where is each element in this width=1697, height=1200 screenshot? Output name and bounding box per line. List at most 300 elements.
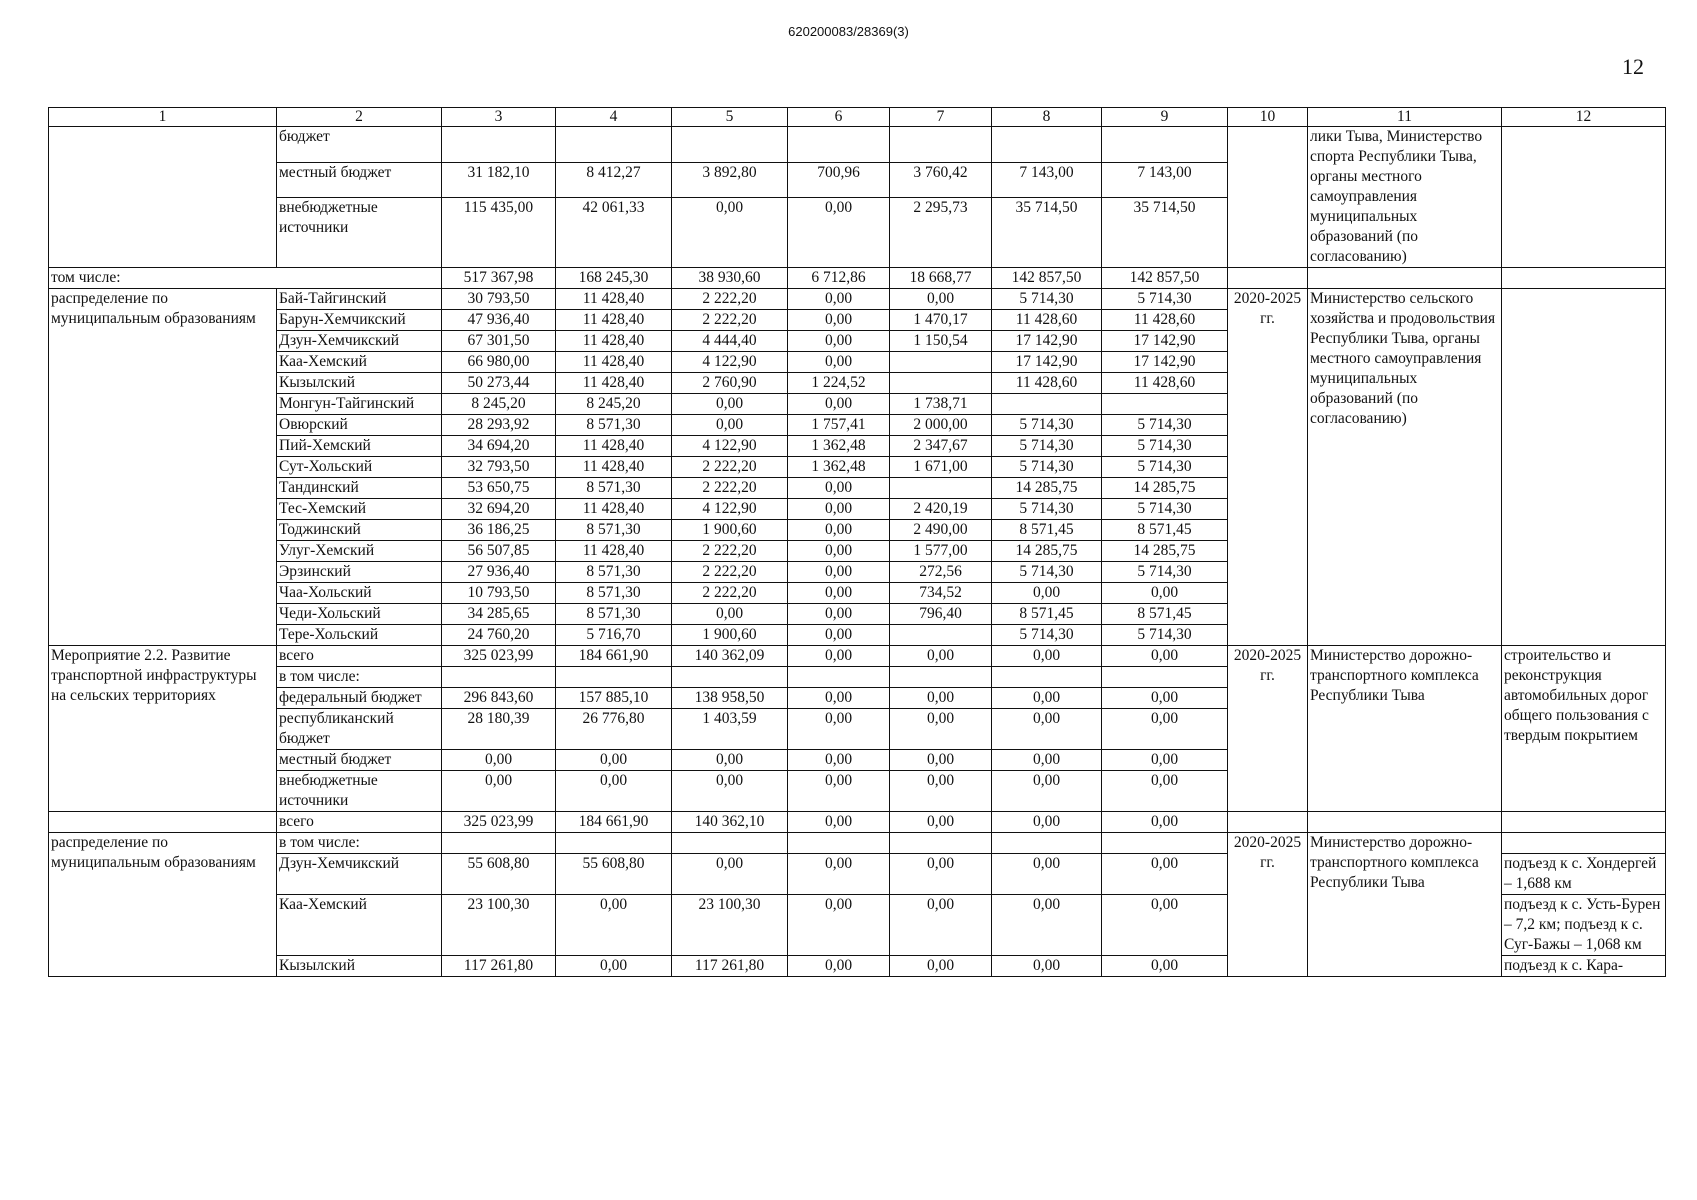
- document-code: 620200083/28369(3): [788, 24, 909, 39]
- column-number: 1: [49, 108, 277, 127]
- municipality-label: Барун-Хемчикский: [277, 310, 442, 331]
- value-cell: 4 444,40: [672, 331, 788, 352]
- value-cell: 11 428,60: [992, 373, 1102, 394]
- value-cell: 0,00: [1102, 709, 1228, 750]
- value-cell: 0,00: [992, 956, 1102, 977]
- row-label: внебюджетные источники: [277, 198, 442, 268]
- municipality-label: Тере-Хольский: [277, 625, 442, 646]
- value-cell: 2 347,67: [890, 436, 992, 457]
- column-number: 12: [1502, 108, 1666, 127]
- column-number: 7: [890, 108, 992, 127]
- value-cell: 55 608,80: [556, 854, 672, 895]
- value-cell: [890, 478, 992, 499]
- value-cell: [992, 127, 1102, 163]
- value-cell: 325 023,99: [442, 812, 556, 833]
- row-label: всего: [277, 646, 442, 667]
- value-cell: 23 100,30: [672, 895, 788, 956]
- result-cell: [1502, 833, 1666, 854]
- value-cell: 1 403,59: [672, 709, 788, 750]
- value-cell: 0,00: [788, 688, 890, 709]
- value-cell: 11 428,60: [1102, 373, 1228, 394]
- period-cell: 2020-2025 гг.: [1228, 833, 1308, 977]
- value-cell: 0,00: [890, 709, 992, 750]
- responsible-cell: Министерство дорожно-транспортного комплекса Республики Тыва: [1308, 833, 1502, 977]
- value-cell: 1 362,48: [788, 436, 890, 457]
- value-cell: 1 150,54: [890, 331, 992, 352]
- value-cell: 11 428,40: [556, 352, 672, 373]
- value-cell: 17 142,90: [992, 331, 1102, 352]
- value-cell: [992, 833, 1102, 854]
- value-cell: 5 714,30: [1102, 436, 1228, 457]
- value-cell: 28 293,92: [442, 415, 556, 436]
- value-cell: 0,00: [788, 709, 890, 750]
- value-cell: [890, 127, 992, 163]
- municipality-label: Пий-Хемский: [277, 436, 442, 457]
- municipality-label: Тоджинский: [277, 520, 442, 541]
- column-number: 8: [992, 108, 1102, 127]
- value-cell: 0,00: [890, 646, 992, 667]
- value-cell: 5 714,30: [992, 562, 1102, 583]
- value-cell: [442, 667, 556, 688]
- value-cell: 14 285,75: [1102, 541, 1228, 562]
- value-cell: 5 714,30: [1102, 625, 1228, 646]
- value-cell: 11 428,40: [556, 457, 672, 478]
- value-cell: 0,00: [1102, 583, 1228, 604]
- result-cell: [1502, 268, 1666, 289]
- value-cell: [788, 127, 890, 163]
- value-cell: 0,00: [672, 198, 788, 268]
- road-note: подъезд к с. Усть-Бурен – 7,2 км; подъезд к с. Суг-Бажы – 1,068 км: [1502, 895, 1666, 956]
- value-cell: 272,56: [890, 562, 992, 583]
- value-cell: 11 428,40: [556, 499, 672, 520]
- row-label: федеральный бюджет: [277, 688, 442, 709]
- value-cell: 0,00: [788, 956, 890, 977]
- period-cell: [1228, 127, 1308, 268]
- value-cell: 0,00: [992, 688, 1102, 709]
- table-row: [49, 833, 1666, 854]
- value-cell: 0,00: [788, 750, 890, 771]
- program-cell: [49, 812, 277, 833]
- value-cell: 8 245,20: [442, 394, 556, 415]
- value-cell: 3 760,42: [890, 162, 992, 198]
- value-cell: [890, 833, 992, 854]
- value-cell: 11 428,40: [556, 331, 672, 352]
- result-cell: [1502, 289, 1666, 646]
- value-cell: 27 936,40: [442, 562, 556, 583]
- period-cell: 2020-2025 гг.: [1228, 646, 1308, 812]
- municipality-label: Каа-Хемский: [277, 895, 442, 956]
- value-cell: 5 714,30: [1102, 562, 1228, 583]
- distribution-label: распределение по муниципальным образованиям: [49, 833, 277, 977]
- value-cell: 31 182,10: [442, 162, 556, 198]
- value-cell: 14 285,75: [992, 541, 1102, 562]
- value-cell: 5 714,30: [992, 415, 1102, 436]
- value-cell: 8 571,45: [992, 520, 1102, 541]
- table-row: [49, 108, 1666, 127]
- value-cell: 0,00: [556, 956, 672, 977]
- value-cell: 6 712,86: [788, 268, 890, 289]
- value-cell: 2 222,20: [672, 541, 788, 562]
- municipality-label: Тандинский: [277, 478, 442, 499]
- value-cell: 0,00: [992, 854, 1102, 895]
- value-cell: 0,00: [890, 771, 992, 812]
- value-cell: 0,00: [788, 310, 890, 331]
- value-cell: [442, 127, 556, 163]
- value-cell: 32 694,20: [442, 499, 556, 520]
- value-cell: 0,00: [788, 478, 890, 499]
- result-cell: строительство и реконструкция автомобильных дорог общего пользования с твердым покрытием: [1502, 646, 1666, 812]
- value-cell: 0,00: [672, 604, 788, 625]
- municipality-label: Дзун-Хемчикский: [277, 331, 442, 352]
- value-cell: [992, 667, 1102, 688]
- value-cell: 0,00: [788, 625, 890, 646]
- value-cell: 11 428,40: [556, 373, 672, 394]
- value-cell: 0,00: [788, 771, 890, 812]
- municipality-label: Бай-Тайгинский: [277, 289, 442, 310]
- value-cell: 0,00: [788, 604, 890, 625]
- table-row: [49, 646, 1666, 667]
- value-cell: 734,52: [890, 583, 992, 604]
- row-label: местный бюджет: [277, 162, 442, 198]
- responsible-cell: лики Тыва, Министерство спорта Республики Тыва, органы местного самоуправления муниципальных образований (по согласованию): [1308, 127, 1502, 268]
- value-cell: 0,00: [1102, 688, 1228, 709]
- value-cell: [442, 833, 556, 854]
- value-cell: [890, 373, 992, 394]
- row-label: всего: [277, 812, 442, 833]
- value-cell: 2 000,00: [890, 415, 992, 436]
- period-cell: [1228, 812, 1308, 833]
- value-cell: 11 428,40: [556, 541, 672, 562]
- value-cell: 168 245,30: [556, 268, 672, 289]
- value-cell: 5 714,30: [1102, 457, 1228, 478]
- municipality-label: Чаа-Хольский: [277, 583, 442, 604]
- column-number: 2: [277, 108, 442, 127]
- value-cell: 5 714,30: [992, 457, 1102, 478]
- value-cell: 0,00: [556, 771, 672, 812]
- value-cell: 8 571,30: [556, 520, 672, 541]
- value-cell: 0,00: [1102, 895, 1228, 956]
- value-cell: 1 900,60: [672, 520, 788, 541]
- value-cell: 17 142,90: [1102, 352, 1228, 373]
- row-label: местный бюджет: [277, 750, 442, 771]
- value-cell: 30 793,50: [442, 289, 556, 310]
- value-cell: 0,00: [788, 583, 890, 604]
- value-cell: [788, 667, 890, 688]
- municipality-label: Улуг-Хемский: [277, 541, 442, 562]
- value-cell: 42 061,33: [556, 198, 672, 268]
- value-cell: [1102, 667, 1228, 688]
- value-cell: 8 571,30: [556, 478, 672, 499]
- value-cell: 0,00: [788, 394, 890, 415]
- value-cell: 4 122,90: [672, 499, 788, 520]
- value-cell: 1 671,00: [890, 457, 992, 478]
- value-cell: 0,00: [672, 771, 788, 812]
- table-row: [49, 812, 1666, 833]
- value-cell: 26 776,80: [556, 709, 672, 750]
- value-cell: 325 023,99: [442, 646, 556, 667]
- value-cell: 4 122,90: [672, 436, 788, 457]
- value-cell: 1 577,00: [890, 541, 992, 562]
- value-cell: 8 245,20: [556, 394, 672, 415]
- value-cell: 11 428,40: [556, 289, 672, 310]
- value-cell: 296 843,60: [442, 688, 556, 709]
- program-cell: [49, 127, 277, 268]
- value-cell: [788, 833, 890, 854]
- municipality-label: Монгун-Тайгинский: [277, 394, 442, 415]
- value-cell: [890, 625, 992, 646]
- value-cell: 0,00: [1102, 956, 1228, 977]
- responsible-cell: Министерство дорожно-транспортного комплекса Республики Тыва: [1308, 646, 1502, 812]
- value-cell: 8 571,45: [1102, 520, 1228, 541]
- value-cell: 8 571,30: [556, 562, 672, 583]
- value-cell: 1 738,71: [890, 394, 992, 415]
- value-cell: 2 490,00: [890, 520, 992, 541]
- value-cell: 28 180,39: [442, 709, 556, 750]
- value-cell: 0,00: [442, 750, 556, 771]
- value-cell: 2 222,20: [672, 289, 788, 310]
- value-cell: 0,00: [890, 688, 992, 709]
- value-cell: 7 143,00: [992, 162, 1102, 198]
- municipality-label: Кызылский: [277, 373, 442, 394]
- municipality-label: Эрзинский: [277, 562, 442, 583]
- value-cell: 0,00: [788, 352, 890, 373]
- value-cell: 5 714,30: [1102, 289, 1228, 310]
- value-cell: 0,00: [1102, 812, 1228, 833]
- distribution-label: распределение по муниципальным образованиям: [49, 289, 277, 646]
- value-cell: 14 285,75: [1102, 478, 1228, 499]
- responsible-cell: Министерство сельского хозяйства и продовольствия Республики Тыва, органы местного самоуправления муниципальных образований (по согласованию): [1308, 289, 1502, 646]
- result-cell: [1502, 812, 1666, 833]
- value-cell: 2 222,20: [672, 310, 788, 331]
- value-cell: 0,00: [788, 812, 890, 833]
- value-cell: [1102, 833, 1228, 854]
- municipality-label: Кызылский: [277, 956, 442, 977]
- value-cell: 0,00: [788, 198, 890, 268]
- value-cell: 5 714,30: [1102, 415, 1228, 436]
- value-cell: 115 435,00: [442, 198, 556, 268]
- value-cell: 11 428,40: [556, 436, 672, 457]
- value-cell: 35 714,50: [1102, 198, 1228, 268]
- value-cell: 0,00: [992, 709, 1102, 750]
- value-cell: 8 571,30: [556, 415, 672, 436]
- value-cell: 0,00: [788, 499, 890, 520]
- value-cell: 56 507,85: [442, 541, 556, 562]
- column-number: 4: [556, 108, 672, 127]
- value-cell: 66 980,00: [442, 352, 556, 373]
- value-cell: 0,00: [992, 750, 1102, 771]
- value-cell: 34 285,65: [442, 604, 556, 625]
- value-cell: 1 224,52: [788, 373, 890, 394]
- municipality-label: Каа-Хемский: [277, 352, 442, 373]
- value-cell: 517 367,98: [442, 268, 556, 289]
- municipality-label: Тес-Хемский: [277, 499, 442, 520]
- value-cell: 24 760,20: [442, 625, 556, 646]
- value-cell: 4 122,90: [672, 352, 788, 373]
- value-cell: 1 362,48: [788, 457, 890, 478]
- value-cell: 0,00: [890, 895, 992, 956]
- period-cell: 2020-2025 гг.: [1228, 289, 1308, 646]
- value-cell: 50 273,44: [442, 373, 556, 394]
- value-cell: 14 285,75: [992, 478, 1102, 499]
- road-note: подъезд к с. Кара-: [1502, 956, 1666, 977]
- column-number: 5: [672, 108, 788, 127]
- value-cell: 3 892,80: [672, 162, 788, 198]
- value-cell: 2 295,73: [890, 198, 992, 268]
- value-cell: 1 470,17: [890, 310, 992, 331]
- value-cell: 8 571,45: [992, 604, 1102, 625]
- value-cell: 0,00: [788, 331, 890, 352]
- value-cell: 0,00: [672, 854, 788, 895]
- value-cell: 0,00: [788, 541, 890, 562]
- value-cell: 157 885,10: [556, 688, 672, 709]
- value-cell: [672, 667, 788, 688]
- value-cell: 47 936,40: [442, 310, 556, 331]
- value-cell: 0,00: [788, 289, 890, 310]
- value-cell: 5 714,30: [992, 289, 1102, 310]
- road-note: подъезд к с. Хондергей – 1,688 км: [1502, 854, 1666, 895]
- result-cell: [1502, 127, 1666, 268]
- value-cell: 0,00: [788, 854, 890, 895]
- budget-table: [48, 107, 1666, 977]
- value-cell: [556, 833, 672, 854]
- value-cell: 142 857,50: [992, 268, 1102, 289]
- value-cell: 184 661,90: [556, 812, 672, 833]
- measure-label: Мероприятие 2.2. Развитие транспортной инфраструктуры на сельских территориях: [49, 646, 277, 812]
- value-cell: 0,00: [1102, 771, 1228, 812]
- value-cell: 117 261,80: [672, 956, 788, 977]
- value-cell: 0,00: [672, 750, 788, 771]
- value-cell: 8 571,30: [556, 583, 672, 604]
- column-number: 11: [1308, 108, 1502, 127]
- value-cell: 5 714,30: [1102, 499, 1228, 520]
- value-cell: 55 608,80: [442, 854, 556, 895]
- value-cell: 0,00: [788, 646, 890, 667]
- value-cell: 11 428,40: [556, 310, 672, 331]
- value-cell: [1102, 394, 1228, 415]
- value-cell: 2 760,90: [672, 373, 788, 394]
- period-cell: [1228, 268, 1308, 289]
- value-cell: 36 186,25: [442, 520, 556, 541]
- table-row: [49, 127, 1666, 163]
- value-cell: [672, 833, 788, 854]
- value-cell: 0,00: [672, 394, 788, 415]
- value-cell: 700,96: [788, 162, 890, 198]
- value-cell: 2 222,20: [672, 583, 788, 604]
- value-cell: 67 301,50: [442, 331, 556, 352]
- value-cell: 2 222,20: [672, 478, 788, 499]
- value-cell: 142 857,50: [1102, 268, 1228, 289]
- value-cell: 0,00: [890, 812, 992, 833]
- value-cell: 0,00: [556, 750, 672, 771]
- municipality-label: Чеди-Хольский: [277, 604, 442, 625]
- value-cell: 38 930,60: [672, 268, 788, 289]
- value-cell: 0,00: [788, 895, 890, 956]
- value-cell: 2 420,19: [890, 499, 992, 520]
- value-cell: [890, 352, 992, 373]
- table-row: [49, 268, 1666, 289]
- value-cell: 0,00: [992, 646, 1102, 667]
- municipality-label: Дзун-Хемчикский: [277, 854, 442, 895]
- value-cell: 8 412,27: [556, 162, 672, 198]
- column-number: 10: [1228, 108, 1308, 127]
- value-cell: 0,00: [788, 562, 890, 583]
- value-cell: 1 900,60: [672, 625, 788, 646]
- value-cell: [992, 394, 1102, 415]
- row-label: в том числе:: [277, 667, 442, 688]
- value-cell: 0,00: [890, 854, 992, 895]
- value-cell: 2 222,20: [672, 562, 788, 583]
- value-cell: 0,00: [890, 289, 992, 310]
- column-number: 6: [788, 108, 890, 127]
- row-label: республиканский бюджет: [277, 709, 442, 750]
- value-cell: 0,00: [788, 520, 890, 541]
- value-cell: 140 362,10: [672, 812, 788, 833]
- value-cell: 5 714,30: [992, 499, 1102, 520]
- value-cell: 32 793,50: [442, 457, 556, 478]
- value-cell: 0,00: [890, 750, 992, 771]
- value-cell: 0,00: [1102, 750, 1228, 771]
- value-cell: 1 757,41: [788, 415, 890, 436]
- value-cell: 796,40: [890, 604, 992, 625]
- value-cell: [672, 127, 788, 163]
- value-cell: 5 714,30: [992, 436, 1102, 457]
- value-cell: 0,00: [672, 415, 788, 436]
- value-cell: 10 793,50: [442, 583, 556, 604]
- value-cell: 2 222,20: [672, 457, 788, 478]
- value-cell: 5 714,30: [992, 625, 1102, 646]
- value-cell: 0,00: [1102, 854, 1228, 895]
- row-label: том числе:: [49, 268, 442, 289]
- value-cell: 0,00: [992, 771, 1102, 812]
- value-cell: 140 362,09: [672, 646, 788, 667]
- table-row: [49, 289, 1666, 310]
- value-cell: 0,00: [1102, 646, 1228, 667]
- value-cell: 7 143,00: [1102, 162, 1228, 198]
- column-number: 3: [442, 108, 556, 127]
- value-cell: 0,00: [890, 956, 992, 977]
- page-number: 12: [1622, 54, 1644, 79]
- value-cell: 138 958,50: [672, 688, 788, 709]
- row-label: внебюджетные источники: [277, 771, 442, 812]
- value-cell: 8 571,30: [556, 604, 672, 625]
- value-cell: 0,00: [992, 812, 1102, 833]
- column-number: 9: [1102, 108, 1228, 127]
- value-cell: 17 142,90: [992, 352, 1102, 373]
- value-cell: 184 661,90: [556, 646, 672, 667]
- value-cell: 0,00: [556, 895, 672, 956]
- value-cell: 17 142,90: [1102, 331, 1228, 352]
- value-cell: [890, 667, 992, 688]
- value-cell: 117 261,80: [442, 956, 556, 977]
- value-cell: 8 571,45: [1102, 604, 1228, 625]
- value-cell: 0,00: [992, 895, 1102, 956]
- value-cell: 23 100,30: [442, 895, 556, 956]
- value-cell: 11 428,60: [992, 310, 1102, 331]
- value-cell: 53 650,75: [442, 478, 556, 499]
- responsible-cell: [1308, 268, 1502, 289]
- value-cell: 11 428,60: [1102, 310, 1228, 331]
- row-label: в том числе:: [277, 833, 442, 854]
- row-label: бюджет: [277, 127, 442, 163]
- value-cell: 0,00: [442, 771, 556, 812]
- value-cell: [556, 127, 672, 163]
- value-cell: 34 694,20: [442, 436, 556, 457]
- value-cell: 18 668,77: [890, 268, 992, 289]
- responsible-cell: [1308, 812, 1502, 833]
- value-cell: 35 714,50: [992, 198, 1102, 268]
- municipality-label: Сут-Хольский: [277, 457, 442, 478]
- value-cell: [1102, 127, 1228, 163]
